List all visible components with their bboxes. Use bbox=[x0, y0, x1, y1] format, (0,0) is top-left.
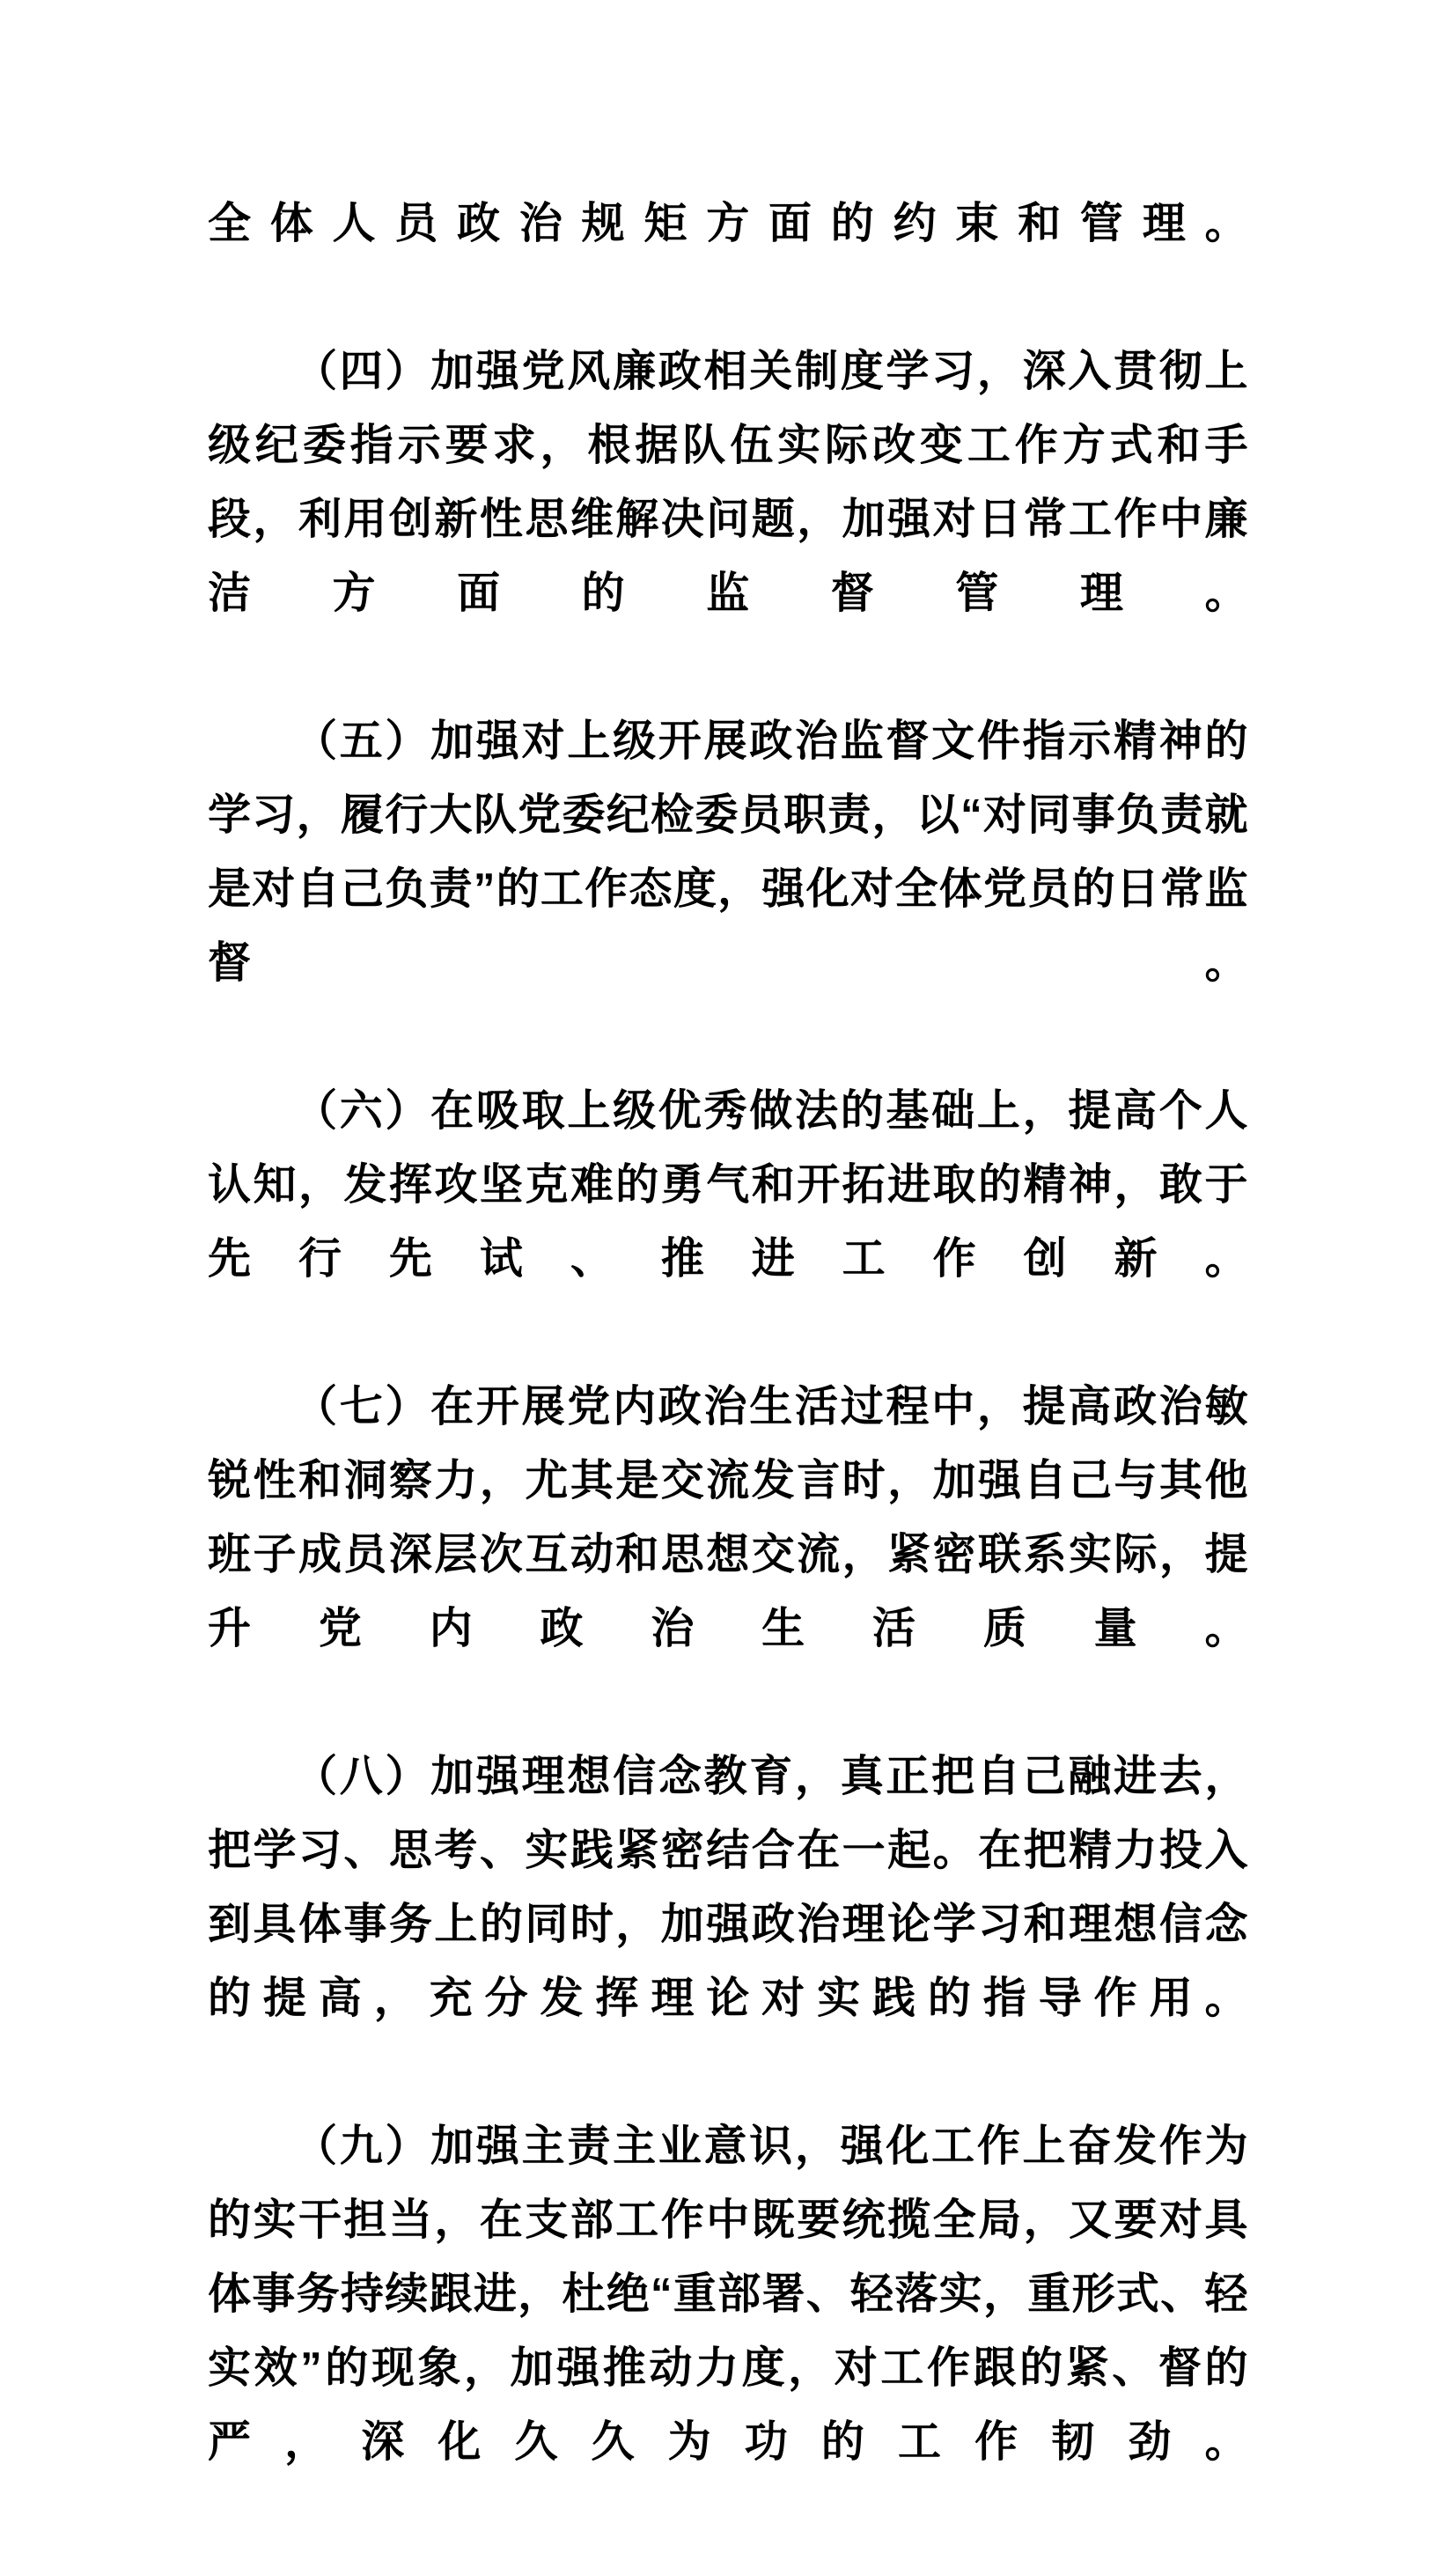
paragraph-item-8: （八）加强理想信念教育，真正把自己融进去，把学习、思考、实践紧密结合在一起。在把精力投入到具体事务上的同时，加强政治理论学习和理想信念的提高，充分发挥理论对实践的指导作用。 bbox=[208, 1753, 1248, 2022]
document-body bbox=[208, 187, 1248, 2553]
paragraph-item-4: （四）加强党风廉政相关制度学习，深入贯彻上级纪委指示要求，根据队伍实际改变工作方式和手段，利用创新性思维解决问题，加强对日常工作中廉洁方面的监督管理。 bbox=[208, 348, 1248, 617]
paragraph-item-5: （五）加强对上级开展政治监督文件指示精神的学习，履行大队党委纪检委员职责，以“对同事负责就是对自己负责”的工作态度，强化对全体党员的日常监督。 bbox=[208, 717, 1248, 987]
paragraph-carryover: 全体人员政治规矩方面的约束和管理。 bbox=[208, 200, 1248, 247]
paragraph-item-6: （六）在吸取上级优秀做法的基础上，提高个人认知，发挥攻坚克难的勇气和开拓进取的精神，敢于先行先试、推进工作创新。 bbox=[208, 1087, 1248, 1283]
paragraph-item-7: （七）在开展党内政治生活过程中，提高政治敏锐性和洞察力，尤其是交流发言时，加强自己与其他班子成员深层次互动和思想交流，紧密联系实际，提升党内政治生活质量。 bbox=[208, 1383, 1248, 1652]
paragraph-item-9: （九）加强主责主业意识，强化工作上奋发作为的实干担当，在支部工作中既要统揽全局，又要对具体事务持续跟进，杜绝“重部署、轻落实，重形式、轻实效”的现象，加强推动力度，对工作跟的紧、督的严，深化久久为功的工作韧劲。 bbox=[208, 2123, 1248, 2466]
